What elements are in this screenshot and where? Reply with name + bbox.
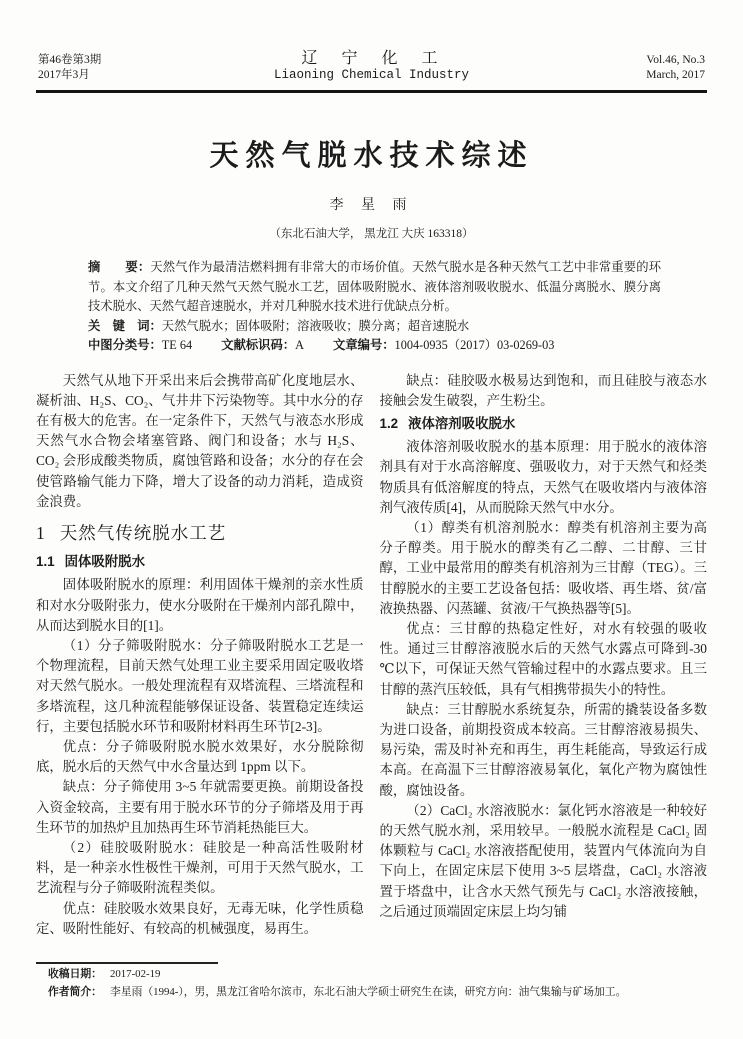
clc-pair [88, 338, 192, 352]
abstract-label: 摘 要： [88, 260, 151, 274]
received-date-value: 2017-02-19 [109, 968, 161, 980]
received-date-row [36, 967, 707, 982]
author-affiliation: （东北石油大学， 黑龙江 大庆 163318） [269, 228, 474, 240]
abstract-text: 天然气作为最清洁燃料拥有非常大的市场价值。天然气脱水是各种天然气工艺中非常重要的环节。本文介绍了几种天然气天然气脱水工艺，固体吸附脱水、液体溶剂吸收脱水、低温分离脱水、膜分离技术脱水、天然气超音速脱水，并对几种脱水技术进行优缺点分析。 [88, 260, 661, 313]
journal-header [0, 0, 743, 88]
date-en: March, 2017 [646, 69, 705, 81]
section-1-number: 1 [36, 522, 46, 543]
paper-title: 天然气脱水技术综述 [209, 140, 534, 172]
clc-label: 中图分类号： [88, 338, 162, 352]
header-right-block [545, 53, 705, 83]
right-column [380, 371, 708, 939]
footnote-block [36, 962, 707, 999]
date-cn: 2017年3月 [38, 69, 90, 81]
intro-paragraph: 天然气从地下开采出来后会携带高矿化度地层水、凝析油、H₂S、CO₂、气井井下污染物等。其中水分的存在有极大的危害。在一定条件下，天然气与液态水形成天然气水合物会堵塞管路、阀门和设备；水与 H₂S、CO₂ 会形成酸类物质，腐蚀管路和设备；水分的存在会使管路输气能力下降，增大了设备的动力消耗，造成资金浪费。 [36, 372, 364, 509]
article-no-value: 1004-0935（2017）03-0269-03 [394, 338, 555, 352]
keywords-line [88, 317, 661, 337]
section-1-1-heading [36, 552, 364, 572]
paragraph: 固体吸附脱水的原理：利用固体干燥剂的亲水性质和对水分吸附张力，使水分吸附在干燥剂内部孔隙中，从而达到脱水目的[1]。 [36, 577, 364, 633]
section-1-1-title: 固体吸附脱水 [64, 554, 145, 570]
body-columns [0, 371, 743, 939]
article-no-pair [333, 338, 554, 352]
paragraph: 缺点：三甘醇脱水系统复杂，所需的撬装设备多数为进口设备，前期投资成本较高。三甘醇溶液易损失、易污染，需及时补充和再生，再生耗能高，导致运行成本高。在高温下三甘醇溶液易氧化，氧化产物为腐蚀性酸，腐蚀设备。 [379, 701, 707, 798]
section-1-1-number: 1.1 [36, 554, 55, 570]
paragraph: （2）硅胶吸附脱水：硅胶是一种高活性吸附材料，是一种亲水性极性干燥剂，可用于天然气脱水，工艺流程与分子筛吸附流程类似。 [36, 839, 364, 896]
journal-name-cn: 辽 宁 化 工 [301, 50, 442, 67]
volume-issue-en: Vol.46, No.3 [646, 54, 705, 66]
clc-value: TE 64 [161, 338, 193, 352]
doc-code-pair [221, 338, 304, 352]
section-1-2-title: 液体溶剂吸收脱水 [408, 415, 516, 431]
left-column [36, 371, 364, 939]
paragraph: 缺点：分子筛使用 3~5 年就需要更换。前期设备投入资金较高，主要有用于脱水环节的分子筛塔及用于再生环节的加热炉且加热再生环节消耗热能巨大。 [36, 779, 364, 835]
keywords-label: 关 键 词： [88, 318, 162, 333]
doc-code-label: 文献标识码： [221, 338, 296, 352]
journal-name-en: Liaoning Chemical Industry [273, 68, 470, 82]
paragraph: 优点：三甘醇的热稳定性好，对水有较强的吸收性。通过三甘醇溶液脱水后的天然气水露点可降到-30 ℃以下，可保证天然气管输过程中的水露点要求。且三甘醇的蒸汽压较低，具有气相携带损失小的特性。 [379, 620, 707, 697]
paragraph: 液体溶剂吸收脱水的基本原理：用于脱水的液体溶剂具有对于水高溶解度、强吸收力，对于天然气和烃类物质具有低溶解度的特点，天然气在吸收塔内与液体溶剂气液传质[4]，从而脱除天然气中水分。 [379, 439, 707, 515]
paragraph: 优点：硅胶吸水效果良好，无毒无味，化学性质稳定、吸附性能好、有较高的机械强度，易再生。 [36, 900, 364, 936]
paragraph: （1）醇类有机溶剂脱水：醇类有机溶剂主要为高分子醇类。用于脱水的醇类有乙二醇、二甘醇、三甘醇，工业中最常用的醇类有机溶剂为三甘醇（TEG）。三甘醇脱水的主要工艺设备包括：吸收塔、再生塔、贫/富液换热器、闪蒸罐、贫液/干气换热器等[5]。 [379, 519, 707, 616]
paragraph: 缺点：硅胶吸水极易达到饱和，而且硅胶与液态水接触会发生破裂，产生粉尘。 [379, 372, 707, 408]
paragraph: 优点：分子筛吸附脱水脱水效果好，水分脱除彻底，脱水后的天然气中水含量达到 1ppm 以下。 [36, 738, 364, 775]
abstract-block [88, 258, 661, 356]
volume-issue-cn: 第46卷第3期 [38, 54, 102, 66]
footnote-rule [36, 962, 218, 964]
section-1-2-number: 1.2 [379, 415, 399, 431]
author-name: 李 星 雨 [329, 198, 414, 213]
author-bio-row [36, 985, 707, 1000]
header-rule [36, 90, 707, 93]
article-no-label: 文章编号： [333, 338, 395, 352]
abstract-paragraph [88, 258, 661, 317]
header-center-block [198, 50, 545, 83]
section-1-2-heading [380, 414, 708, 434]
section-1-heading [36, 523, 364, 543]
section-1-title: 天然气传统脱水工艺 [59, 522, 227, 543]
keywords-text: 天然气脱水；固体吸附；溶液吸收；膜分离；超音速脱水 [161, 318, 470, 333]
paragraph: （1）分子筛吸附脱水：分子筛吸附脱水工艺是一个物理流程，目前天然气处理工业主要采用固定吸收塔对天然气脱水。一般处理流程有双塔流程、三塔流程和多塔流程，这几种流程能够保证设备、装置稳定连续运行，主要包括脱水环节和吸附材料再生环节[2-3]。 [36, 637, 364, 734]
received-date-label: 收稿日期： [48, 968, 102, 980]
classification-line [88, 336, 661, 356]
header-left-block [38, 53, 198, 83]
author-bio-label: 作者简介： [48, 985, 102, 998]
author-bio-value: 李星雨（1994-），男，黑龙江省哈尔滨市，东北石油大学硕士研究生在读，研究方向：油气集输与矿场加工。 [109, 985, 627, 998]
doc-code-value: A [295, 338, 304, 352]
paragraph: （2）CaCl₂ 水溶液脱水：氯化钙水溶液是一种较好的天然气脱水剂，采用较早。一般脱水流程是 CaCl₂ 固体颗粒与 CaCl₂ 水溶液搭配使用，装置内气体流向为自下向上，在固定床层下使用 3~5 层塔盘，CaCl₂ 水溶液置于塔盘中，让含水天然气预先与 CaCl₂ 水溶液接触，之后通过顶端固定床层上均匀铺 [379, 802, 707, 919]
